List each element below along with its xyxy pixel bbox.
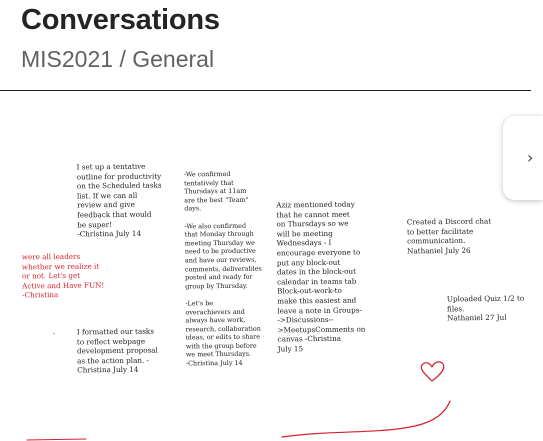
sticky-note-outline[interactable]: I set up a tentative outline for productivity on the Scheduled tasks list. If we can all review and give feedback that would be super! -Christina July 14 — [76, 161, 162, 239]
sticky-note-formatted-tasks[interactable]: I formatted our tasks to reflect webpage development proposal as the action plan. - Christina July 14 — [76, 326, 158, 375]
whiteboard-canvas[interactable] — [0, 92, 534, 441]
sticky-note-discord[interactable]: Created a Discord chat to better facilitate communication. Nathaniel July 26 — [406, 216, 492, 256]
freehand-ink-layer — [0, 92, 534, 441]
sticky-note-team-days[interactable]: -We confirmed tentatively that Thursdays at 11am are the best "Team" days. -We also confirmed that Monday through meeting Thursday we need to be productive and have our reviews, comments, deliverables posted and ready for group by Thursday. -Let's be overachievers and always have work, research, collaboration ideas, or edits to share with the group before we meet Thursdays. -Christina July 14 — [183, 169, 262, 368]
red-edge-stroke — [27, 439, 86, 440]
dot-mark — [53, 333, 55, 334]
heart-doodle — [421, 362, 444, 381]
sticky-note-leaders[interactable]: were all leaders whether we realize it or not. Let's get Active and Have FUN! -Christina — [21, 251, 105, 300]
header-divider — [0, 90, 531, 91]
side-panel-toggle[interactable] — [503, 116, 543, 200]
breadcrumb[interactable]: MIS2021 / General — [21, 46, 215, 72]
chevron-right-icon: › — [527, 148, 534, 167]
conversations-header — [0, 0, 531, 92]
red-underline-stroke — [282, 401, 450, 437]
sticky-note-quiz-upload[interactable]: Uploaded Quiz 1/2 to files. Nathaniel 27 Jul — [446, 293, 525, 323]
sticky-note-wednesdays[interactable]: Aziz mentioned today that he cannot meet on Thursdays so we will be meeting Wednesdays - I encourage everyone to put any block-out dates in the block-out calendar in teams tab Block-out-work-to make this easiest and leave a note in Groups- ->Discussions-- >MeetupsComments on canvas -Christina July 15 — [276, 199, 366, 354]
page-title: Conversations — [21, 4, 220, 36]
